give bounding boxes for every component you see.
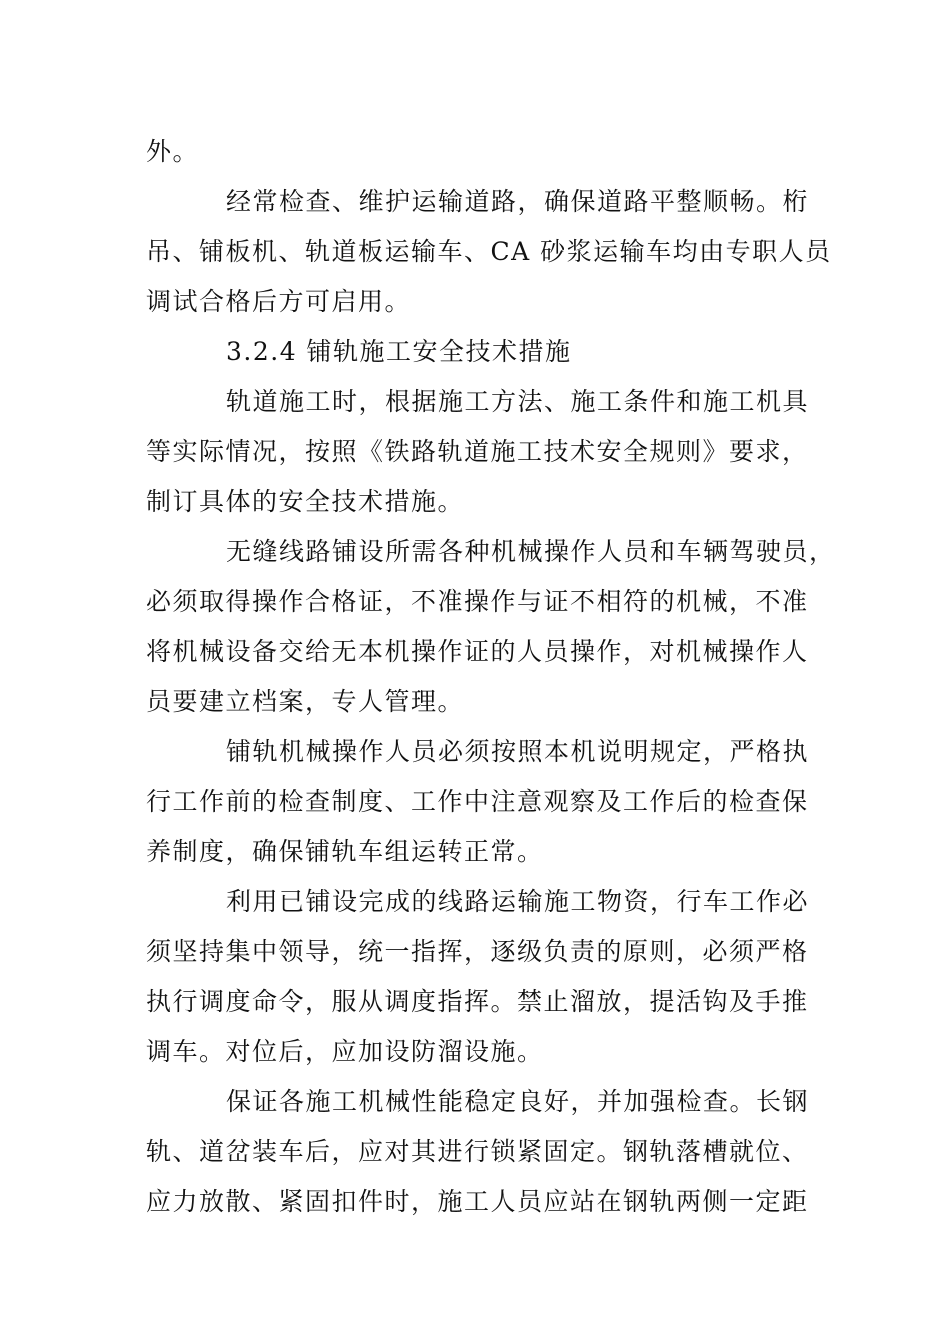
text-line: 制订具体的安全技术措施。 — [146, 487, 465, 516]
text-line: 调车。对位后，应加设防溜设施。 — [146, 1037, 544, 1066]
text-line: 无缝线路铺设所需各种机械操作人员和车辆驾驶员， — [226, 537, 836, 566]
text-line: 行工作前的检查制度、工作中注意观察及工作后的检查保 — [146, 787, 809, 816]
text-line: 保证各施工机械性能稳定良好，并加强检查。长钢 — [226, 1087, 810, 1116]
text-line: 外。 — [146, 137, 200, 166]
text-line: 轨、道岔装车后，应对其进行锁紧固定。钢轨落槽就位、 — [146, 1137, 809, 1166]
text-line: 必须取得操作合格证，不准操作与证不相符的机械，不准 — [146, 587, 809, 616]
text-line: 经常检查、维护运输道路，确保道路平整顺畅。桁 — [226, 187, 810, 216]
document-body — [146, 127, 836, 1227]
section-heading: 3.2.4 铺轨施工安全技术措施 — [226, 337, 572, 366]
text-line: 应力放散、紧固扣件时，施工人员应站在钢轨两侧一定距 — [146, 1187, 809, 1216]
text-line: 执行调度命令，服从调度指挥。禁止溜放，提活钩及手推 — [146, 987, 809, 1016]
text-line: 铺轨机械操作人员必须按照本机说明规定，严格执 — [226, 737, 810, 766]
text-line: 利用已铺设完成的线路运输施工物资，行车工作必 — [226, 887, 810, 916]
text-line: 养制度，确保铺轨车组运转正常。 — [146, 837, 544, 866]
text-line: 员要建立档案，专人管理。 — [146, 687, 465, 716]
text-line: 吊、铺板机、轨道板运输车、CA 砂浆运输车均由专职人员 — [146, 237, 832, 266]
text-line: 轨道施工时，根据施工方法、施工条件和施工机具 — [226, 387, 810, 416]
text-line: 须坚持集中领导，统一指挥，逐级负责的原则，必须严格 — [146, 937, 809, 966]
text-line: 将机械设备交给无本机操作证的人员操作，对机械操作人 — [146, 637, 809, 666]
text-line: 调试合格后方可启用。 — [146, 287, 412, 316]
text-line: 等实际情况，按照《铁路轨道施工技术安全规则》要求， — [146, 437, 809, 466]
